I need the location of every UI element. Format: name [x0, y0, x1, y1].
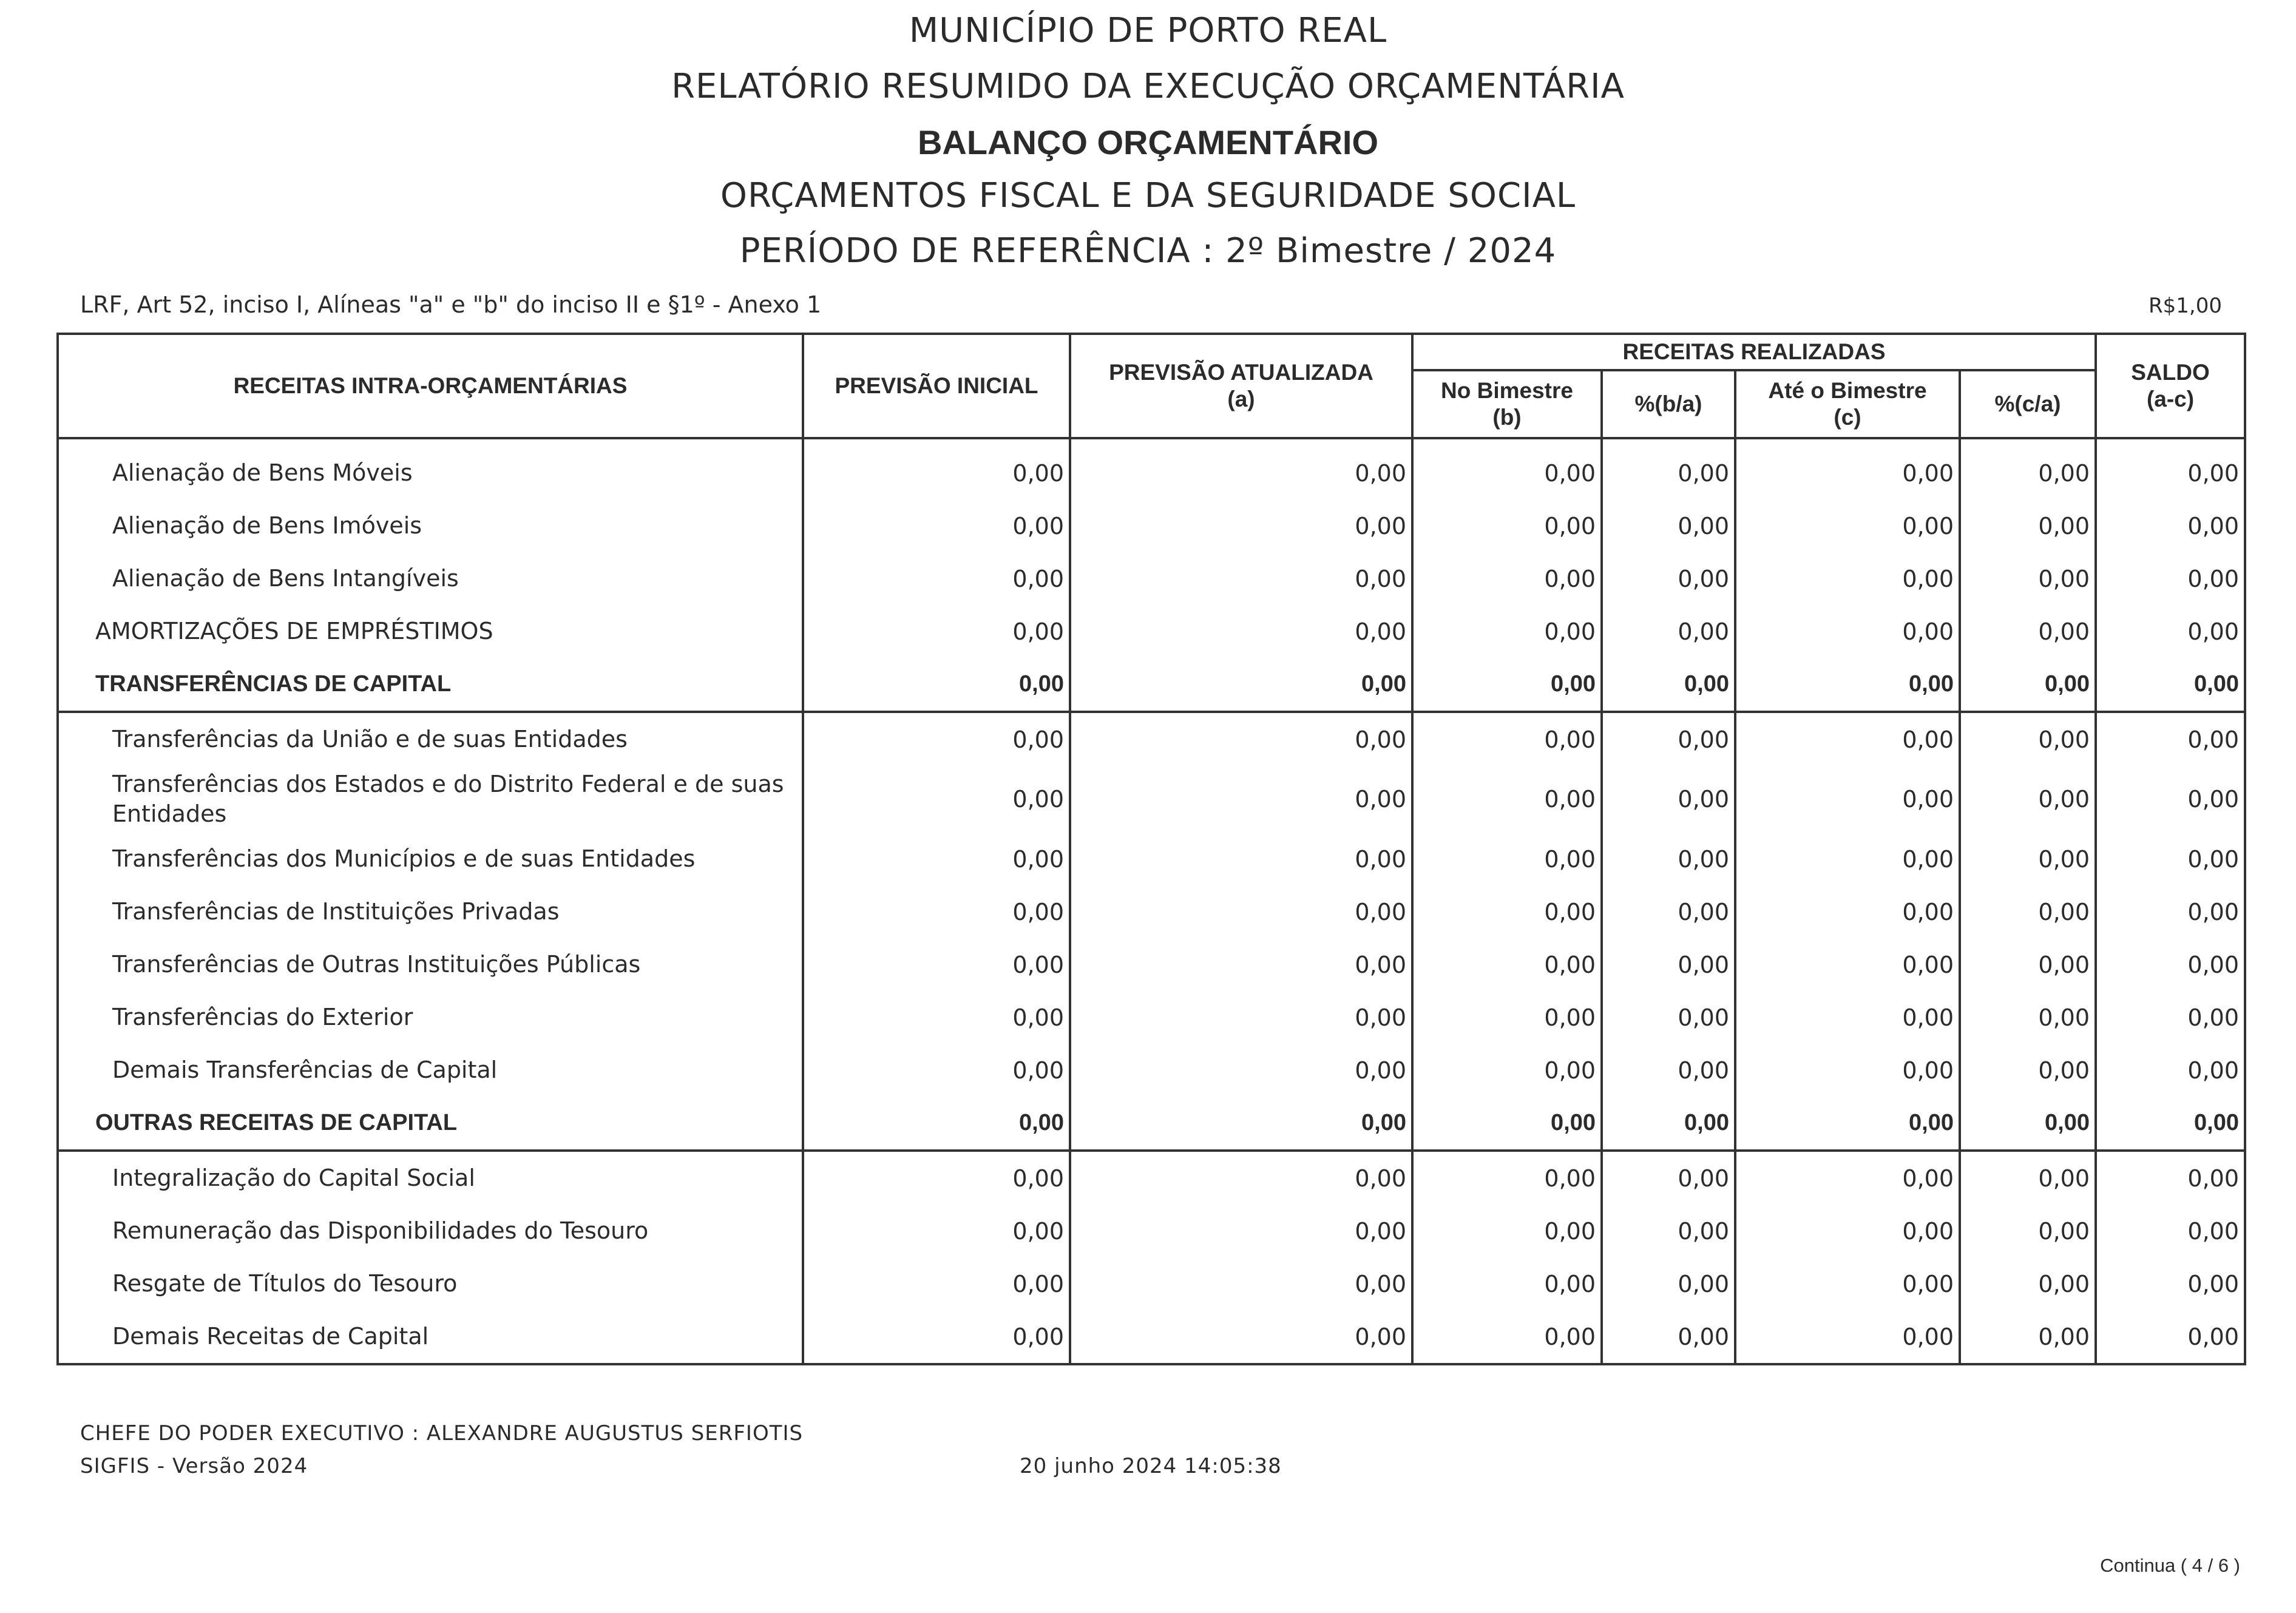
row-value: 0,00: [1412, 1310, 1602, 1364]
row-label: AMORTIZAÇÕES DE EMPRÉSTIMOS: [58, 605, 803, 658]
saldo-sub: (a-c): [2146, 387, 2195, 411]
row-value: 0,00: [2096, 833, 2245, 885]
row-value: 0,00: [1070, 1310, 1412, 1364]
row-value: 0,00: [1735, 1097, 1960, 1151]
row-value: 0,00: [1070, 499, 1412, 552]
row-value: 0,00: [1735, 1205, 1960, 1257]
row-value: 0,00: [1960, 1151, 2096, 1205]
row-value: 0,00: [1960, 766, 2096, 833]
row-value: 0,00: [1602, 605, 1735, 658]
row-value: 0,00: [2096, 712, 2245, 766]
row-value: 0,00: [1070, 712, 1412, 766]
row-value: 0,00: [803, 1097, 1070, 1151]
table-row: [58, 938, 2245, 991]
table-row: [58, 552, 2245, 605]
row-value: 0,00: [1070, 1151, 1412, 1205]
row-value: 0,00: [803, 766, 1070, 833]
row-value: 0,00: [2096, 552, 2245, 605]
row-value: 0,00: [1412, 499, 1602, 552]
row-value: 0,00: [803, 552, 1070, 605]
row-label: Remuneração das Disponibilidades do Tesouro: [58, 1205, 803, 1257]
row-value: 0,00: [1070, 938, 1412, 991]
previsao-atualizada-label: PREVISÃO ATUALIZADA: [1109, 359, 1373, 385]
row-value: 0,00: [2096, 499, 2245, 552]
row-value: 0,00: [1960, 712, 2096, 766]
row-value: 0,00: [2096, 766, 2245, 833]
statement-title: BALANÇO ORÇAMENTÁRIO: [917, 123, 1379, 161]
row-value: 0,00: [1412, 885, 1602, 938]
row-value: 0,00: [803, 1151, 1070, 1205]
row-value: 0,00: [1412, 938, 1602, 991]
col-header-pct-ca: %(c/a): [1960, 370, 2096, 438]
row-value: 0,00: [2096, 1310, 2245, 1364]
row-value: 0,00: [1070, 605, 1412, 658]
row-value: 0,00: [1602, 552, 1735, 605]
row-label: Alienação de Bens Intangíveis: [58, 552, 803, 605]
table-row: [58, 833, 2245, 885]
row-value: 0,00: [1412, 1044, 1602, 1097]
row-value: 0,00: [1602, 712, 1735, 766]
row-value: 0,00: [1960, 1044, 2096, 1097]
table-row: [58, 885, 2245, 938]
table-row: [58, 658, 2245, 712]
row-value: 0,00: [803, 833, 1070, 885]
table-body: [58, 438, 2245, 1364]
row-value: 0,00: [1412, 552, 1602, 605]
row-value: 0,00: [1960, 938, 2096, 991]
table-row: [58, 1151, 2245, 1205]
row-value: 0,00: [1070, 552, 1412, 605]
row-value: 0,00: [1602, 991, 1735, 1044]
no-bimestre-label: No Bimestre: [1441, 377, 1573, 403]
row-label: Demais Receitas de Capital: [58, 1310, 803, 1364]
report-title: RELATÓRIO RESUMIDO DA EXECUÇÃO ORÇAMENTÁRIA: [671, 67, 1625, 106]
row-value: 0,00: [1412, 1151, 1602, 1205]
row-value: 0,00: [1960, 438, 2096, 499]
row-value: 0,00: [803, 991, 1070, 1044]
row-value: 0,00: [2096, 1205, 2245, 1257]
table-row: [58, 438, 2245, 499]
row-value: 0,00: [2096, 938, 2245, 991]
pagination: Continua ( 4 / 6 ): [2100, 1555, 2240, 1576]
table-row: [58, 1097, 2245, 1151]
row-value: 0,00: [1412, 1205, 1602, 1257]
row-label: Transferências do Exterior: [58, 991, 803, 1044]
row-value: 0,00: [1070, 1044, 1412, 1097]
table-row: [58, 991, 2245, 1044]
row-value: 0,00: [803, 1257, 1070, 1310]
row-value: 0,00: [1735, 552, 1960, 605]
row-value: 0,00: [1412, 1257, 1602, 1310]
col-header-no-bimestre: [1412, 370, 1602, 438]
table-row: [58, 1205, 2245, 1257]
row-value: 0,00: [1602, 885, 1735, 938]
legal-basis: LRF, Art 52, inciso I, Alíneas "a" e "b" do inciso II e §1º - Anexo 1: [80, 291, 822, 318]
row-value: 0,00: [1960, 1257, 2096, 1310]
row-value: 0,00: [1412, 766, 1602, 833]
executive-signature: CHEFE DO PODER EXECUTIVO : ALEXANDRE AUGUSTUS SERFIOTIS: [80, 1421, 804, 1446]
row-value: 0,00: [1602, 1097, 1735, 1151]
row-value: 0,00: [1735, 658, 1960, 712]
row-value: 0,00: [1735, 885, 1960, 938]
col-header-previsao-atualizada: [1070, 334, 1412, 438]
row-value: 0,00: [1412, 1097, 1602, 1151]
row-value: 0,00: [1960, 499, 2096, 552]
table-row: [58, 1310, 2245, 1364]
row-value: 0,00: [1412, 712, 1602, 766]
row-label: Transferências dos Municípios e de suas Entidades: [58, 833, 803, 885]
row-label: Resgate de Títulos do Tesouro: [58, 1257, 803, 1310]
row-value: 0,00: [1602, 1044, 1735, 1097]
row-value: 0,00: [2096, 605, 2245, 658]
row-value: 0,00: [1412, 438, 1602, 499]
row-value: 0,00: [1070, 438, 1412, 499]
table-row: [58, 766, 2245, 833]
currency-unit: R$1,00: [2149, 294, 2222, 318]
row-value: 0,00: [1735, 833, 1960, 885]
row-value: 0,00: [803, 938, 1070, 991]
col-header-pct-ba: %(b/a): [1602, 370, 1735, 438]
row-value: 0,00: [2096, 991, 2245, 1044]
row-label: TRANSFERÊNCIAS DE CAPITAL: [58, 658, 803, 712]
table-row: [58, 1044, 2245, 1097]
row-value: 0,00: [2096, 885, 2245, 938]
row-value: 0,00: [803, 658, 1070, 712]
row-value: 0,00: [1070, 1097, 1412, 1151]
col-header-receitas-realizadas: RECEITAS REALIZADAS: [1412, 334, 2096, 370]
row-value: 0,00: [1602, 1205, 1735, 1257]
row-value: 0,00: [1412, 658, 1602, 712]
row-value: 0,00: [2096, 1097, 2245, 1151]
ate-bimestre-label: Até o Bimestre: [1768, 377, 1927, 403]
col-header-receitas: RECEITAS INTRA-ORÇAMENTÁRIAS: [58, 334, 803, 438]
row-value: 0,00: [2096, 1257, 2245, 1310]
row-value: 0,00: [1070, 1205, 1412, 1257]
row-value: 0,00: [803, 499, 1070, 552]
row-value: 0,00: [1602, 1310, 1735, 1364]
budget-scope: ORÇAMENTOS FISCAL E DA SEGURIDADE SOCIAL: [720, 176, 1576, 215]
row-value: 0,00: [1735, 499, 1960, 552]
row-value: 0,00: [1070, 833, 1412, 885]
row-label: Transferências de Outras Instituições Públicas: [58, 938, 803, 991]
row-value: 0,00: [1602, 1257, 1735, 1310]
row-value: 0,00: [1602, 833, 1735, 885]
row-value: 0,00: [1735, 1310, 1960, 1364]
row-value: 0,00: [2096, 1044, 2245, 1097]
row-value: 0,00: [803, 1310, 1070, 1364]
row-value: 0,00: [1960, 605, 2096, 658]
row-value: 0,00: [1735, 1257, 1960, 1310]
row-value: 0,00: [803, 885, 1070, 938]
row-value: 0,00: [1735, 1151, 1960, 1205]
table-row: [58, 1257, 2245, 1310]
row-value: 0,00: [1735, 938, 1960, 991]
row-label: Transferências de Instituições Privadas: [58, 885, 803, 938]
row-label: Transferências dos Estados e do Distrito Federal e de suas Entidades: [58, 766, 803, 833]
col-header-previsao-inicial: PREVISÃO INICIAL: [803, 334, 1070, 438]
row-value: 0,00: [1960, 658, 2096, 712]
row-value: 0,00: [1602, 499, 1735, 552]
row-value: 0,00: [1735, 605, 1960, 658]
row-value: 0,00: [1960, 833, 2096, 885]
row-value: 0,00: [1070, 766, 1412, 833]
row-value: 0,00: [1735, 766, 1960, 833]
row-value: 0,00: [803, 1044, 1070, 1097]
row-value: 0,00: [1960, 1310, 2096, 1364]
row-value: 0,00: [1735, 712, 1960, 766]
row-value: 0,00: [1412, 991, 1602, 1044]
row-value: 0,00: [1960, 552, 2096, 605]
no-bimestre-sub: (b): [1492, 405, 1522, 430]
row-value: 0,00: [1960, 1097, 2096, 1151]
municipality-title: MUNICÍPIO DE PORTO REAL: [909, 11, 1387, 50]
row-value: 0,00: [2096, 658, 2245, 712]
col-header-saldo: [2096, 334, 2245, 438]
row-value: 0,00: [1960, 885, 2096, 938]
row-label: Alienação de Bens Imóveis: [58, 499, 803, 552]
row-value: 0,00: [1602, 438, 1735, 499]
row-value: 0,00: [803, 438, 1070, 499]
col-header-ate-bimestre: [1735, 370, 1960, 438]
row-value: 0,00: [1960, 991, 2096, 1044]
row-label: Alienação de Bens Móveis: [58, 438, 803, 499]
table-row: [58, 499, 2245, 552]
generated-timestamp: 20 junho 2024 14:05:38: [1020, 1454, 1282, 1478]
budget-table: [56, 333, 2246, 1365]
row-value: 0,00: [1602, 766, 1735, 833]
row-value: 0,00: [1070, 1257, 1412, 1310]
table-row: [58, 605, 2245, 658]
row-value: 0,00: [2096, 1151, 2245, 1205]
row-value: 0,00: [803, 1205, 1070, 1257]
row-value: 0,00: [1735, 991, 1960, 1044]
system-version: SIGFIS - Versão 2024: [80, 1454, 308, 1478]
row-label: Integralização do Capital Social: [58, 1151, 803, 1205]
row-value: 0,00: [1412, 605, 1602, 658]
row-value: 0,00: [1412, 833, 1602, 885]
row-value: 0,00: [803, 605, 1070, 658]
saldo-label: SALDO: [2131, 359, 2210, 385]
previsao-atualizada-sub: (a): [1227, 387, 1255, 411]
row-label: Demais Transferências de Capital: [58, 1044, 803, 1097]
row-value: 0,00: [1602, 658, 1735, 712]
ate-bimestre-sub: (c): [1834, 405, 1861, 430]
row-value: 0,00: [1602, 1151, 1735, 1205]
row-value: 0,00: [1070, 885, 1412, 938]
table-row: [58, 712, 2245, 766]
reference-period: PERÍODO DE REFERÊNCIA : 2º Bimestre / 2024: [739, 231, 1557, 271]
row-label: Transferências da União e de suas Entidades: [58, 712, 803, 766]
row-value: 0,00: [803, 712, 1070, 766]
row-value: 0,00: [2096, 438, 2245, 499]
row-label: OUTRAS RECEITAS DE CAPITAL: [58, 1097, 803, 1151]
row-value: 0,00: [1070, 991, 1412, 1044]
row-value: 0,00: [1735, 1044, 1960, 1097]
row-value: 0,00: [1070, 658, 1412, 712]
row-value: 0,00: [1735, 438, 1960, 499]
row-value: 0,00: [1602, 938, 1735, 991]
row-value: 0,00: [1960, 1205, 2096, 1257]
